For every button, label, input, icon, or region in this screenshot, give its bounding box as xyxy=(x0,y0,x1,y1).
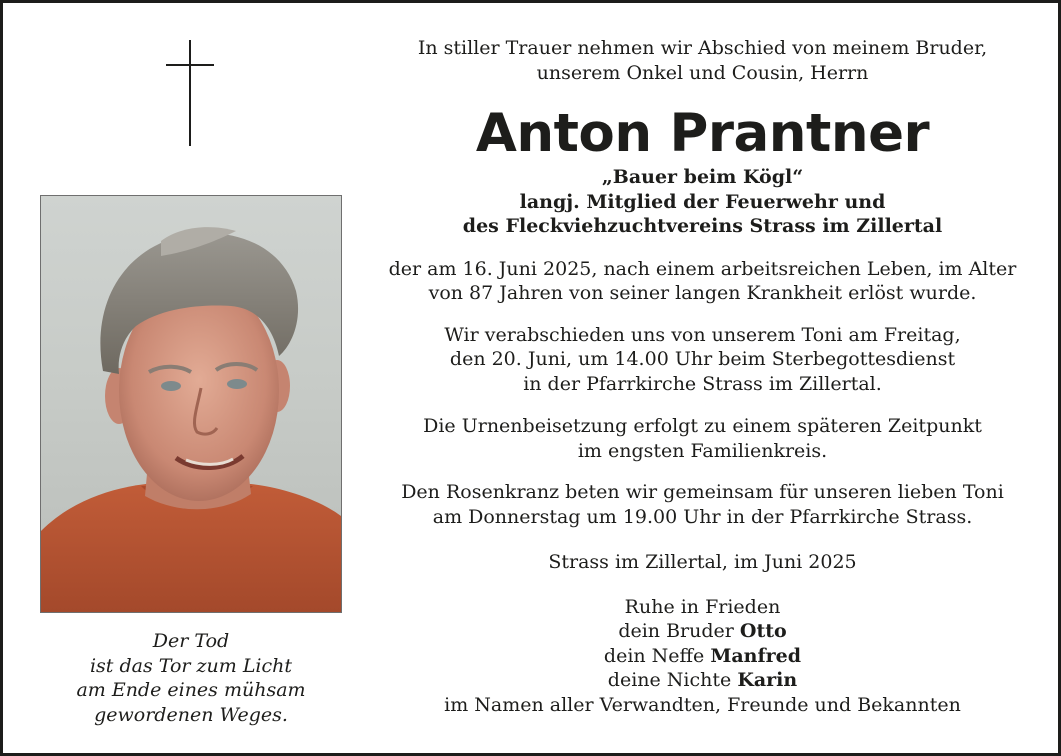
family-relation: dein Bruder xyxy=(618,620,734,642)
family-member xyxy=(375,668,1030,693)
obituary-text xyxy=(375,36,1030,717)
quote-line: gewordenen Weges. xyxy=(94,703,288,726)
family-member xyxy=(375,644,1030,669)
rosary-line: am Donnerstag um 19.00 Uhr in der Pfarrkirche Strass. xyxy=(432,505,973,528)
quote-line: Der Tod xyxy=(152,630,230,652)
quote-line: ist das Tor zum Licht xyxy=(89,654,293,677)
membership-line: langj. Mitglied der Feuerwehr und xyxy=(519,190,886,213)
closing-line: im Namen aller Verwandten, Freunde und Bekannten xyxy=(444,693,961,716)
quote-line: am Ende eines mühsam xyxy=(76,679,306,701)
membership-line: des Fleckviehzuchtvereins Strass im Zillertal xyxy=(462,215,943,237)
urn-line: im engsten Familienkreis. xyxy=(577,439,828,462)
family-relation: dein Neffe xyxy=(603,644,705,667)
family-name: Otto xyxy=(739,620,787,642)
portrait-photo xyxy=(40,195,342,613)
family-name: Karin xyxy=(737,669,798,691)
deceased-name: Anton Prantner xyxy=(475,103,930,164)
cross-icon xyxy=(166,40,216,148)
quote-verse xyxy=(40,629,342,727)
death-notice-line: von 87 Jahren von seiner langen Krankheit erlöst wurde. xyxy=(428,282,977,304)
family-member xyxy=(375,619,1030,644)
intro-line: unserem Onkel und Cousin, Herrn xyxy=(536,61,869,84)
family-relation: deine Nichte xyxy=(607,669,732,691)
rest-in-peace: Ruhe in Frieden xyxy=(624,595,781,618)
nickname: „Bauer beim Kögl“ xyxy=(601,166,804,188)
farewell-line: Wir verabschieden uns von unserem Toni am Freitag, xyxy=(444,323,961,346)
rosary-line: Den Rosenkranz beten wir gemeinsam für unseren lieben Toni xyxy=(401,481,1004,503)
urn-line: Die Urnenbeisetzung erfolgt zu einem späteren Zeitpunkt xyxy=(423,415,982,437)
family-name: Manfred xyxy=(710,644,802,667)
farewell-line: in der Pfarrkirche Strass im Zillertal. xyxy=(523,372,882,395)
place-date: Strass im Zillertal, im Juni 2025 xyxy=(548,551,857,573)
intro-line: In stiller Trauer nehmen wir Abschied von meinem Bruder, xyxy=(417,37,988,59)
farewell-line: den 20. Juni, um 14.00 Uhr beim Sterbegottesdienst xyxy=(449,348,956,370)
death-notice-line: der am 16. Juni 2025, nach einem arbeitsreichen Leben, im Alter xyxy=(388,257,1017,280)
